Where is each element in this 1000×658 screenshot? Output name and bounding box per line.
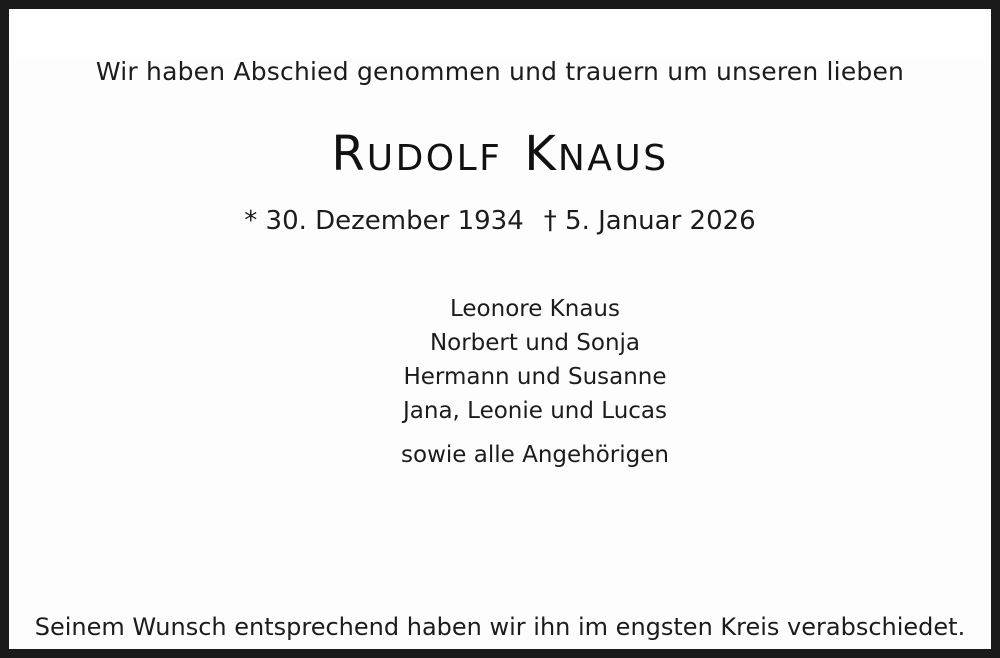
death-date: † 5. Januar 2026 xyxy=(543,206,756,236)
footer-text: Seinem Wunsch entsprechend haben wir ihn im engsten Kreis verabschiedet. xyxy=(34,613,966,641)
list-item: Hermann und Susanne xyxy=(403,364,667,390)
given-name-initial: R xyxy=(331,126,367,182)
family-list xyxy=(49,292,951,472)
surname-rest: NAUS xyxy=(557,138,669,179)
list-item: sowie alle Angehörigen xyxy=(401,442,669,468)
list-item: Norbert und Sonja xyxy=(429,330,641,356)
birth-date: * 30. Dezember 1934 xyxy=(244,206,524,236)
surname-initial: K xyxy=(524,126,558,182)
list-item: Jana, Leonie und Lucas xyxy=(402,398,667,424)
list-item: Leonore Knaus xyxy=(449,296,620,322)
intro-text: Wir haben Abschied genommen und trauern um unseren lieben xyxy=(95,57,905,86)
obituary-inner xyxy=(9,57,991,658)
deceased-name xyxy=(49,126,951,182)
given-name-rest: UDOLF xyxy=(366,138,503,179)
life-dates xyxy=(49,206,951,236)
